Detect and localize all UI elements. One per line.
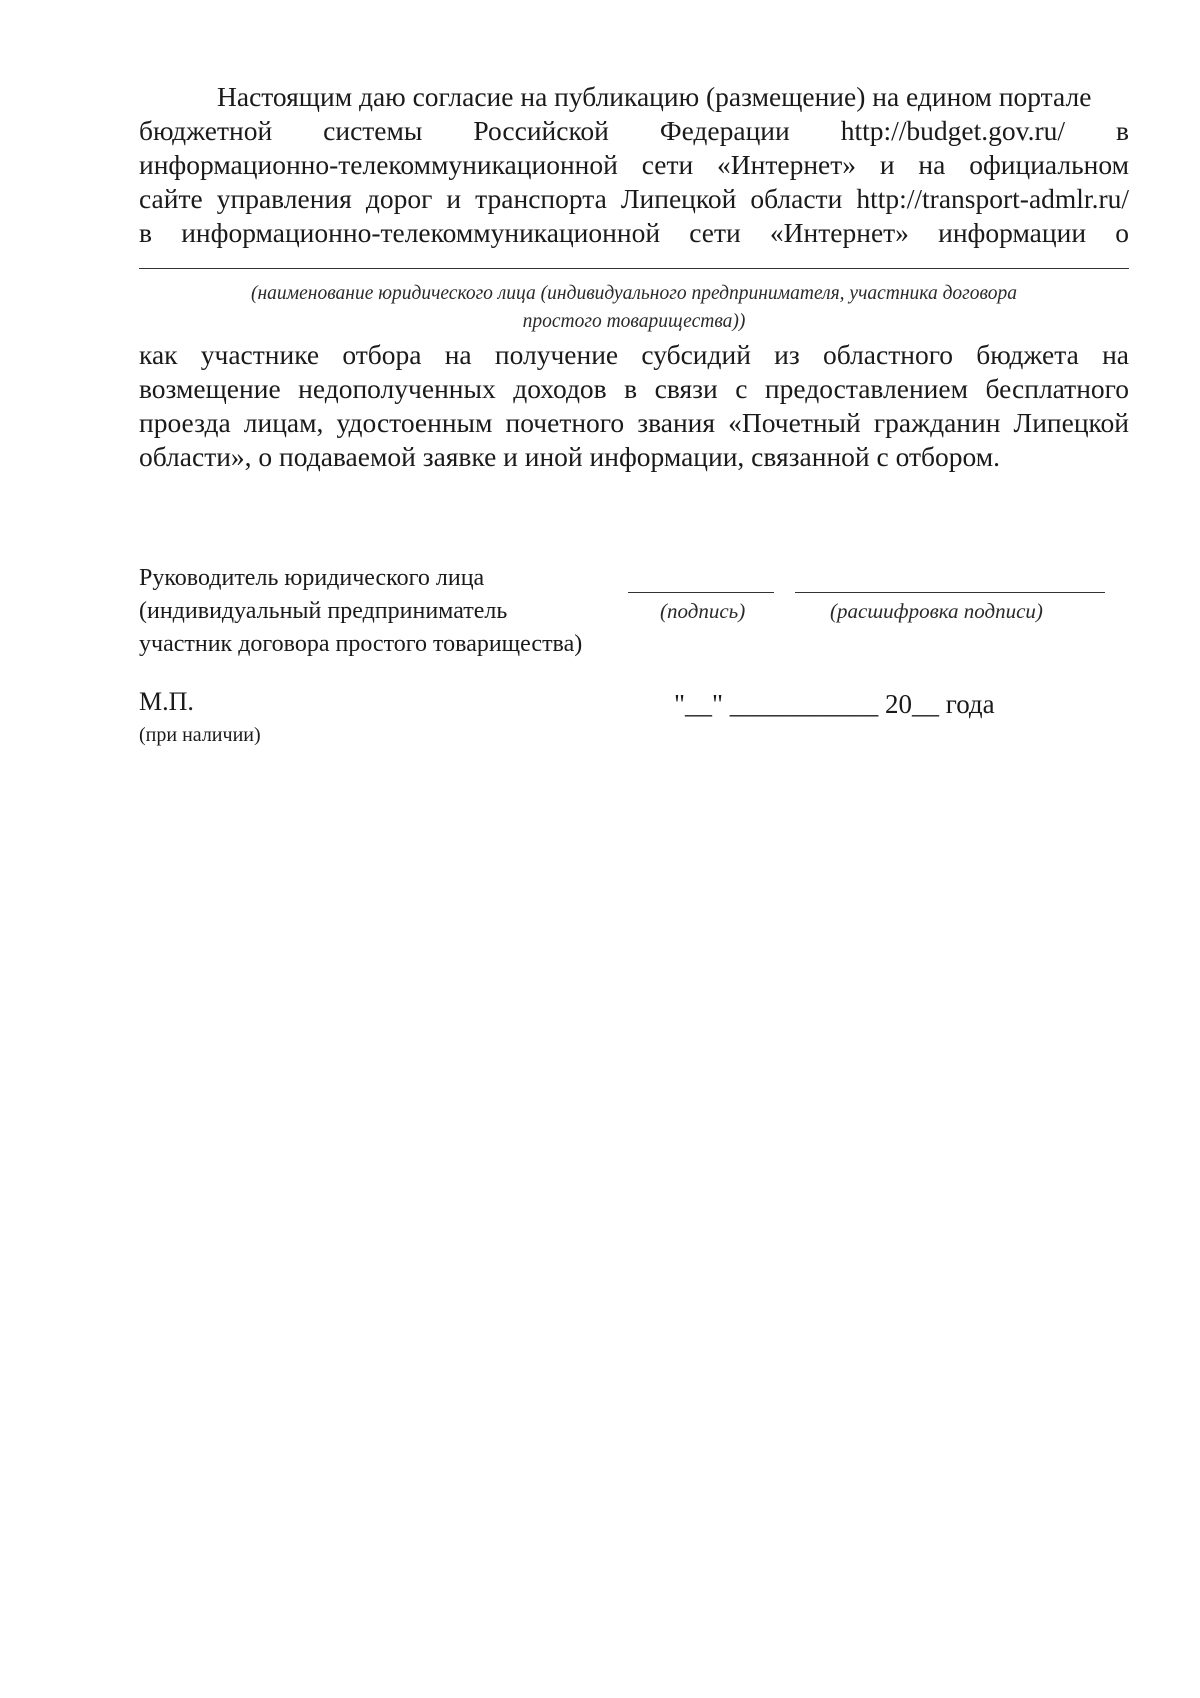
signatory-role-line-3: участник договора простого товарищества) <box>139 631 583 657</box>
consent-line-3: информационно-телекоммуникационной сети «Интернет» и на официальном <box>139 149 1129 180</box>
entity-name-caption-line-1: (наименование юридического лица (индивидуального предпринимателя, участника договора <box>251 283 1017 304</box>
continuation-line-4: области», о подаваемой заявке и иной информации, связанной с отбором. <box>139 441 1000 472</box>
entity-name-field-line[interactable] <box>139 268 1129 269</box>
date-field[interactable]: "__" ___________ 20__ года <box>674 689 995 719</box>
signature-field-line[interactable] <box>628 592 774 593</box>
consent-line-5: в информационно-телекоммуникационной сети «Интернет» информации о <box>139 217 1129 248</box>
stamp-label: М.П. <box>139 687 194 716</box>
signature-decoding-field-line[interactable] <box>795 592 1105 593</box>
signature-decoding-caption: (расшифровка подписи) <box>830 599 1043 623</box>
continuation-line-2: возмещение недополученных доходов в связи с предоставлением бесплатного <box>139 373 1129 404</box>
consent-line-4: сайте управления дорог и транспорта Липецкой области http://transport-admlr.ru/ <box>139 183 1129 214</box>
consent-line-1: Настоящим даю согласие на публикацию (размещение) на едином портале <box>217 81 1092 112</box>
signatory-role-line-2: (индивидуальный предприниматель <box>139 598 508 624</box>
consent-line-2: бюджетной системы Российской Федерации http://budget.gov.ru/ в <box>139 115 1129 146</box>
signature-caption: (подпись) <box>660 599 746 623</box>
entity-name-caption-line-2: простого товарищества)) <box>522 311 746 332</box>
signatory-role-line-1: Руководитель юридического лица <box>139 565 485 591</box>
stamp-note: (при наличии) <box>139 724 261 746</box>
continuation-line-1: как участнике отбора на получение субсидий из областного бюджета на <box>139 339 1129 370</box>
continuation-line-3: проезда лицам, удостоенным почетного звания «Почетный гражданин Липецкой <box>139 407 1129 438</box>
